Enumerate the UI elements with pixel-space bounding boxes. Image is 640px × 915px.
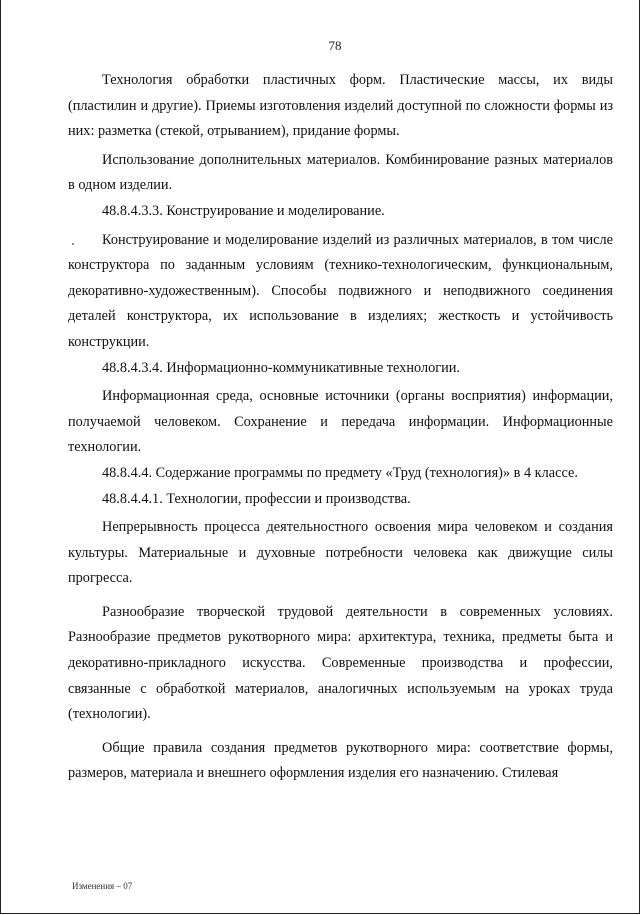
paragraph-general-rules: Общие правила создания предметов рукотворного мира: соответствие формы, размеров, материала и внешнего оформления изделия его назначению. Стилевая	[68, 739, 613, 782]
section-heading-construction: 48.8.4.3.3. Конструирование и моделирование.	[102, 202, 385, 219]
page-number: 78	[328, 38, 342, 53]
section-heading-ict: 48.8.4.3.4. Информационно-коммуникативные технологии.	[102, 359, 460, 376]
paragraph-diversity: Разнообразие творческой трудовой деятельности в современных условиях. Разнообразие предметов рукотворного мира: архитектура, техника, предметы быта и декоративно-прикладного искусства. Современные производства и профессии, связанные с обработкой материалов, аналогичных используемым на уроках труда (технологии).	[68, 603, 613, 723]
document-body	[68, 68, 613, 787]
paragraph-continuity: Непрерывность процесса деятельностного освоения мира человеком и создания культуры. Материальные и духовные потребности человека как движущие силы прогресса.	[68, 519, 613, 587]
paragraph-information-environment: Информационная среда, основные источники (органы восприятия) информации, получаемой человеком. Сохранение и передача информации. Информационные технологии.	[68, 388, 613, 456]
section-heading-program-content: 48.8.4.4. Содержание программы по предмету «Труд (технология)» в 4 классе.	[102, 464, 578, 481]
section-heading-technologies: 48.8.4.4.1. Технологии, профессии и производства.	[102, 490, 411, 507]
paragraph-additional-materials: Использование дополнительных материалов. Комбинирование разных материалов в одном изделии.	[68, 151, 613, 194]
paragraph-construction-modeling: Конструирование и моделирование изделий из различных материалов, в том числе конструктора по заданным условиям (технико-технологическим, функциональным, декоративно-художественным). Способы подвижного и неподвижного соединения деталей конструктора, их использование в изделиях; жесткость и устойчивость конструкции.	[68, 231, 613, 350]
footer-revision-note: Изменения – 07	[72, 881, 133, 891]
paragraph-plastic-forms: Технология обработки пластичных форм. Пластические массы, их виды (пластилин и другие). Приемы изготовления изделий доступной по сложности формы из них: разметка (стекой, отрыванием), придание формы.	[68, 72, 613, 140]
